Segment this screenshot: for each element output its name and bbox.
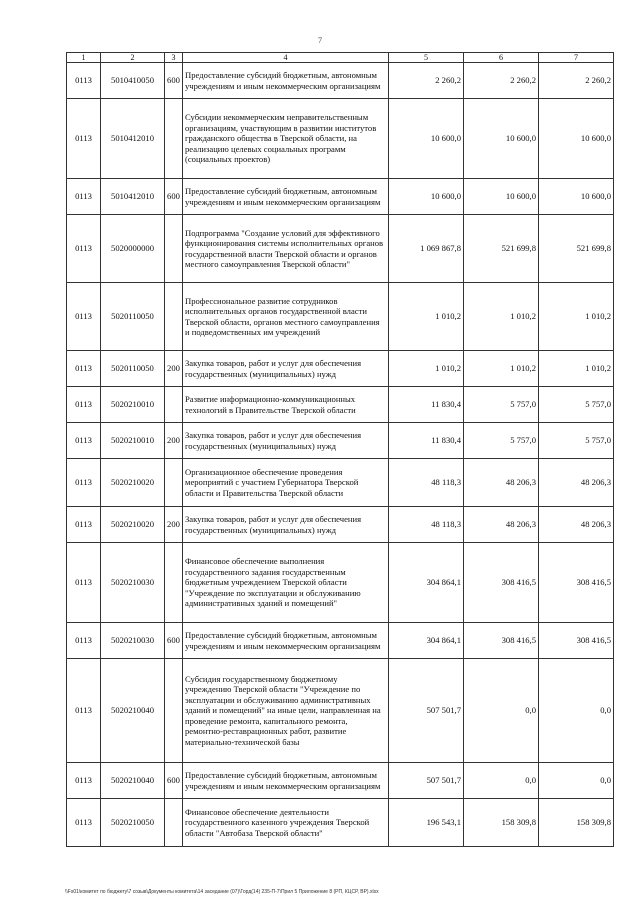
- target-article-cell: 5020210030: [101, 623, 165, 659]
- section-code-cell: 0113: [67, 179, 101, 215]
- amount-year-1-cell: 10 600,0: [389, 179, 464, 215]
- description-cell: Подпрограмма "Создание условий для эффективного функционирования системы исполнительных органов государственной власти Тверской области и органов местного самоуправления Тверской области": [183, 215, 389, 283]
- section-code-cell: 0113: [67, 763, 101, 799]
- table-row: [67, 351, 614, 387]
- amount-year-1-cell: 11 830,4: [389, 423, 464, 459]
- amount-year-3-cell: 2 260,2: [539, 63, 614, 99]
- amount-year-1-cell: 304 864,1: [389, 543, 464, 623]
- amount-year-3-cell: 521 699,8: [539, 215, 614, 283]
- section-code-cell: 0113: [67, 543, 101, 623]
- target-article-cell: 5020110050: [101, 351, 165, 387]
- table-row: [67, 659, 614, 763]
- expense-type-cell: 200: [165, 507, 183, 543]
- table-row: [67, 283, 614, 351]
- amount-year-2-cell: 308 416,5: [464, 543, 539, 623]
- amount-year-3-cell: 5 757,0: [539, 423, 614, 459]
- expense-type-cell: 600: [165, 623, 183, 659]
- amount-year-2-cell: 10 600,0: [464, 99, 539, 179]
- description-cell: Организационное обеспечение проведения мероприятий с участием Губернатора Тверской области и Правительства Тверской области: [183, 459, 389, 507]
- description-cell: Финансовое обеспечение деятельности государственного казенного учреждения Тверской области "Автобаза Тверской области": [183, 799, 389, 847]
- table-row: [67, 459, 614, 507]
- description-cell: Профессиональное развитие сотрудников исполнительных органов государственной власти Тверской области, органов местного самоуправления и подведомственных им учреждений: [183, 283, 389, 351]
- target-article-cell: 5010412010: [101, 99, 165, 179]
- expense-type-cell: [165, 387, 183, 423]
- expense-type-cell: 200: [165, 423, 183, 459]
- target-article-cell: 5010410050: [101, 63, 165, 99]
- section-code-cell: 0113: [67, 387, 101, 423]
- section-code-cell: 0113: [67, 507, 101, 543]
- target-article-cell: 5020210020: [101, 507, 165, 543]
- table-row: [67, 215, 614, 283]
- target-article-cell: 5020210010: [101, 423, 165, 459]
- amount-year-1-cell: 196 543,1: [389, 799, 464, 847]
- table-row: [67, 763, 614, 799]
- table-header-row: [67, 53, 614, 63]
- amount-year-1-cell: 507 501,7: [389, 659, 464, 763]
- budget-table: [66, 52, 614, 847]
- expense-type-cell: [165, 459, 183, 507]
- expense-type-cell: [165, 659, 183, 763]
- description-cell: Субсидия государственному бюджетному учреждению Тверской области "Учреждение по эксплуатации и обслуживанию административных зданий и помещений" на иные цели, направленная на проведение ремонта, капитального ремонта, ремонтно-реставрационных работ, развитие материально-технической базы: [183, 659, 389, 763]
- header-cell-7: 7: [539, 53, 614, 63]
- table-row: [67, 99, 614, 179]
- target-article-cell: 5020110050: [101, 283, 165, 351]
- amount-year-2-cell: 5 757,0: [464, 423, 539, 459]
- description-cell: Предоставление субсидий бюджетным, автономным учреждениям и иным некоммерческим организациям: [183, 763, 389, 799]
- header-cell-3: 3: [165, 53, 183, 63]
- amount-year-2-cell: 0,0: [464, 763, 539, 799]
- section-code-cell: 0113: [67, 99, 101, 179]
- expense-type-cell: 600: [165, 63, 183, 99]
- amount-year-2-cell: 521 699,8: [464, 215, 539, 283]
- target-article-cell: 5020210010: [101, 387, 165, 423]
- description-cell: Предоставление субсидий бюджетным, автономным учреждениям и иным некоммерческим организациям: [183, 623, 389, 659]
- target-article-cell: 5020000000: [101, 215, 165, 283]
- amount-year-2-cell: 308 416,5: [464, 623, 539, 659]
- amount-year-3-cell: 48 206,3: [539, 459, 614, 507]
- amount-year-3-cell: 308 416,5: [539, 623, 614, 659]
- file-path-footer: \\Fs01\комитет по бюджету\7 созыв\Документы комитета\14 заседание (07)\Горд(14) 235-П-7\Прил 5 Приложение 8 (РП, КЦСР, ВР).xlsx: [65, 889, 379, 895]
- amount-year-1-cell: 1 069 867,8: [389, 215, 464, 283]
- amount-year-1-cell: 507 501,7: [389, 763, 464, 799]
- description-cell: Закупка товаров, работ и услуг для обеспечения государственных (муниципальных) нужд: [183, 423, 389, 459]
- section-code-cell: 0113: [67, 423, 101, 459]
- amount-year-3-cell: 10 600,0: [539, 179, 614, 215]
- expense-type-cell: [165, 799, 183, 847]
- amount-year-3-cell: 10 600,0: [539, 99, 614, 179]
- table-row: [67, 179, 614, 215]
- page-number: 7: [318, 36, 322, 45]
- section-code-cell: 0113: [67, 215, 101, 283]
- amount-year-3-cell: 5 757,0: [539, 387, 614, 423]
- section-code-cell: 0113: [67, 459, 101, 507]
- amount-year-2-cell: 48 206,3: [464, 507, 539, 543]
- description-cell: Развитие информационно-коммуникационных технологий в Правительстве Тверской области: [183, 387, 389, 423]
- target-article-cell: 5020210050: [101, 799, 165, 847]
- section-code-cell: 0113: [67, 63, 101, 99]
- header-cell-1: 1: [67, 53, 101, 63]
- amount-year-2-cell: 1 010,2: [464, 283, 539, 351]
- expense-type-cell: [165, 283, 183, 351]
- amount-year-2-cell: 1 010,2: [464, 351, 539, 387]
- amount-year-3-cell: 308 416,5: [539, 543, 614, 623]
- amount-year-2-cell: 158 309,8: [464, 799, 539, 847]
- description-cell: Финансовое обеспечение выполнения государственного задания государственным бюджетным учреждением Тверской области "Учреждение по эксплуатации и обслуживанию административных зданий и помещений": [183, 543, 389, 623]
- amount-year-2-cell: 48 206,3: [464, 459, 539, 507]
- section-code-cell: 0113: [67, 351, 101, 387]
- target-article-cell: 5010412010: [101, 179, 165, 215]
- target-article-cell: 5020210020: [101, 459, 165, 507]
- table-row: [67, 799, 614, 847]
- expense-type-cell: [165, 543, 183, 623]
- amount-year-1-cell: 304 864,1: [389, 623, 464, 659]
- amount-year-1-cell: 1 010,2: [389, 283, 464, 351]
- expense-type-cell: 600: [165, 763, 183, 799]
- table-row: [67, 387, 614, 423]
- description-cell: Закупка товаров, работ и услуг для обеспечения государственных (муниципальных) нужд: [183, 351, 389, 387]
- header-cell-6: 6: [464, 53, 539, 63]
- expense-type-cell: 600: [165, 179, 183, 215]
- amount-year-3-cell: 48 206,3: [539, 507, 614, 543]
- header-cell-5: 5: [389, 53, 464, 63]
- amount-year-3-cell: 0,0: [539, 763, 614, 799]
- section-code-cell: 0113: [67, 283, 101, 351]
- amount-year-1-cell: 48 118,3: [389, 459, 464, 507]
- amount-year-1-cell: 11 830,4: [389, 387, 464, 423]
- header-cell-2: 2: [101, 53, 165, 63]
- header-cell-4: 4: [183, 53, 389, 63]
- table-row: [67, 543, 614, 623]
- amount-year-2-cell: 0,0: [464, 659, 539, 763]
- table-row: [67, 423, 614, 459]
- amount-year-2-cell: 10 600,0: [464, 179, 539, 215]
- amount-year-3-cell: 1 010,2: [539, 351, 614, 387]
- description-cell: Предоставление субсидий бюджетным, автономным учреждениям и иным некоммерческим организациям: [183, 63, 389, 99]
- amount-year-3-cell: 158 309,8: [539, 799, 614, 847]
- table-row: [67, 507, 614, 543]
- description-cell: Субсидии некоммерческим неправительственным организациям, участвующим в развитии институтов гражданского общества в Тверской области, на реализацию целевых социальных программ (социальных проектов): [183, 99, 389, 179]
- amount-year-1-cell: 10 600,0: [389, 99, 464, 179]
- target-article-cell: 5020210030: [101, 543, 165, 623]
- section-code-cell: 0113: [67, 659, 101, 763]
- table-row: [67, 63, 614, 99]
- amount-year-3-cell: 0,0: [539, 659, 614, 763]
- description-cell: Предоставление субсидий бюджетным, автономным учреждениям и иным некоммерческим организациям: [183, 179, 389, 215]
- section-code-cell: 0113: [67, 623, 101, 659]
- amount-year-1-cell: 48 118,3: [389, 507, 464, 543]
- table-row: [67, 623, 614, 659]
- section-code-cell: 0113: [67, 799, 101, 847]
- amount-year-1-cell: 2 260,2: [389, 63, 464, 99]
- target-article-cell: 5020210040: [101, 763, 165, 799]
- amount-year-2-cell: 5 757,0: [464, 387, 539, 423]
- expense-type-cell: 200: [165, 351, 183, 387]
- description-cell: Закупка товаров, работ и услуг для обеспечения государственных (муниципальных) нужд: [183, 507, 389, 543]
- expense-type-cell: [165, 99, 183, 179]
- target-article-cell: 5020210040: [101, 659, 165, 763]
- amount-year-1-cell: 1 010,2: [389, 351, 464, 387]
- amount-year-2-cell: 2 260,2: [464, 63, 539, 99]
- amount-year-3-cell: 1 010,2: [539, 283, 614, 351]
- expense-type-cell: [165, 215, 183, 283]
